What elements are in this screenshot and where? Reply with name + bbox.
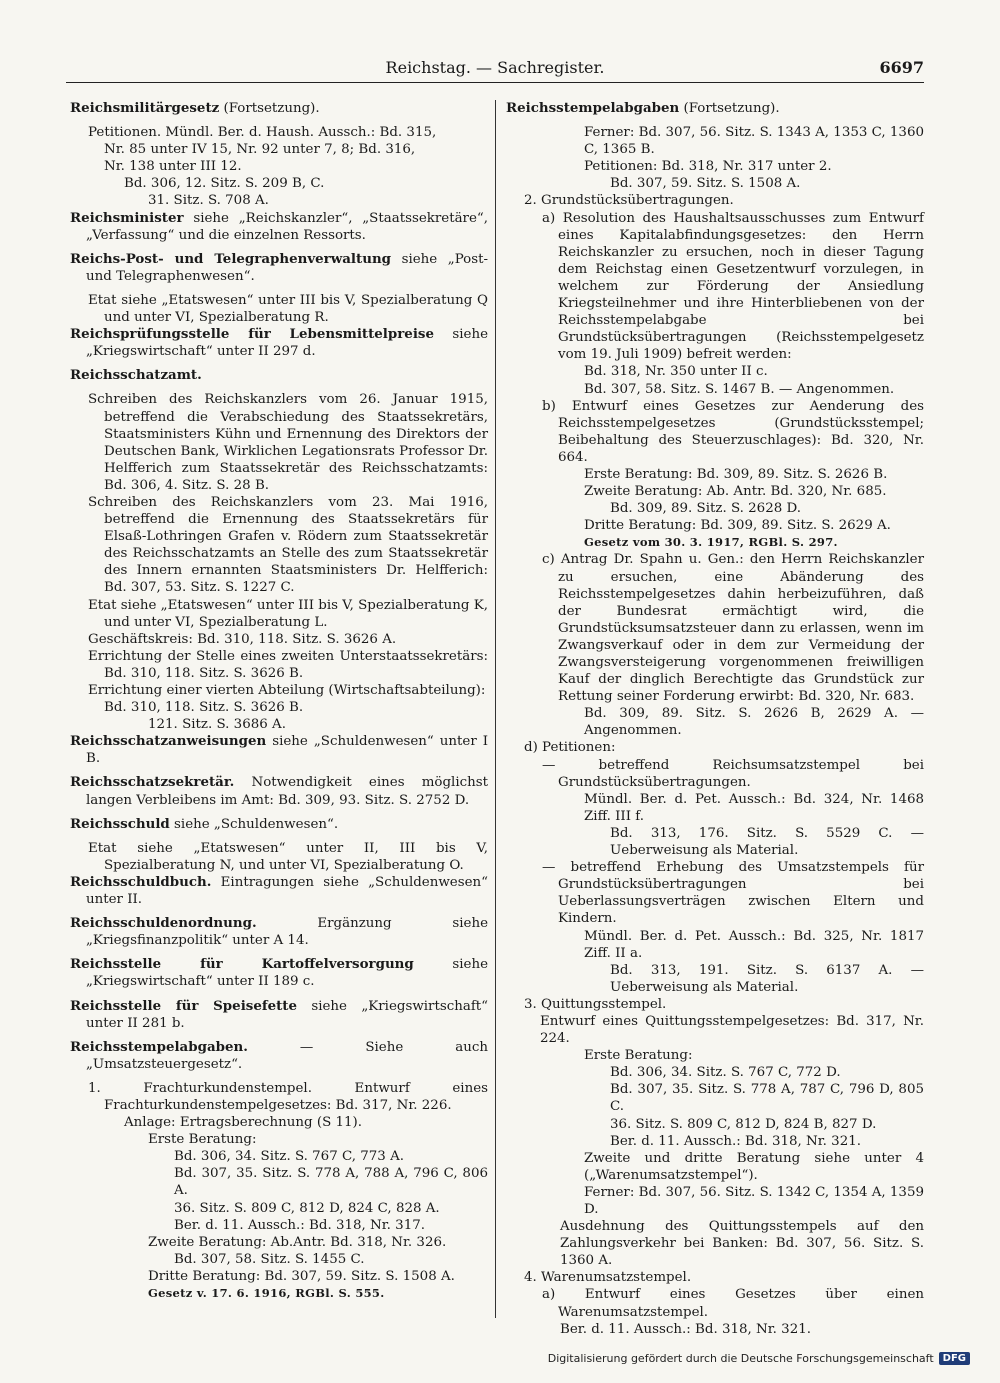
entry-lemma: Reichsminister — [70, 209, 184, 226]
index-entry — [70, 956, 488, 990]
index-subline: a) Resolution des Haushaltsausschusses zum Entwurf eines Kapitalabfindungsgesetzes: den Herrn Reichskanzler zu ersuchen, noch in dieser Tagung dem Reichstag einen Gesetzentwurf vorzulegen, in welchem zur Förderung der Ansiedlung Kriegsteilnehmer und ihre Hinterbliebenen von der Reichsstempelabgabe bei Grundstücksübertragungen (Reichsstempelgesetz vom 19. Juli 1909) befreit werden: — [542, 210, 924, 363]
right-column — [506, 100, 924, 1338]
index-subline: — betreffend Erhebung des Umsatzstempels für Grundstücksübertragungen bei Ueberlassungsverträgen zwischen Eltern und Kindern. — [542, 860, 924, 927]
index-subline: 2. Grundstücksübertragungen. — [524, 193, 734, 209]
entry-lemma: Reichsstelle für Kartoffelversorgung — [70, 956, 414, 973]
index-subline: — betreffend Reichsumsatzstempel bei Grundstücksübertragungen. — [542, 757, 924, 790]
index-subline: Bd. 307, 58. Sitz. S. 1455 C. — [174, 1251, 365, 1267]
index-subline: Erste Beratung: Bd. 309, 89. Sitz. S. 2626 B. — [584, 466, 888, 482]
entry-text: siehe „Post- und Telegraphenwesen“. — [86, 251, 489, 284]
entry-lemma: Reichsprüfungsstelle für Lebensmittelpreise — [70, 326, 434, 343]
index-subline: a) Entwurf eines Gesetzes über einen Warenumsatzstempel. — [542, 1287, 924, 1320]
index-entry — [70, 874, 488, 908]
index-subline: Etat siehe „Etatswesen“ unter III bis V, Spezialberatung Q und unter VI, Spezialberatung R. — [88, 292, 488, 326]
index-entry — [70, 251, 488, 285]
entry-text: Ergänzung siehe „Kriegsfinanzpolitik“ unter A 14. — [86, 916, 488, 949]
entry-text: siehe „Schuldenwesen“. — [169, 816, 339, 832]
index-subline: c) Antrag Dr. Spahn u. Gen.: den Herrn Reichskanzler zu ersuchen, eine Abänderung des Reichsstempelgesetzes dahin herbeizuführen, daß der Bundesrat ermächtigt wird, die Grundstücksumsatzsteuer dann zu erlassen, wenn im Zwangsverkauf oder in dem zur Vermeidung der Zwangsversteigerung vorgenommenen freiwilligen Kauf der dinglich Berechtigte das Grundstück zur Rettung seiner Forderung erwirbt: Bd. 320, Nr. 683. — [542, 552, 924, 705]
index-subline: Ber. d. 11. Aussch.: Bd. 318, Nr. 317. — [174, 1217, 426, 1233]
index-subline: Etat siehe „Etatswesen“ unter II, III bis V, Spezialberatung N, und unter VI, Spezialberatung O. — [88, 840, 488, 873]
footer-credit — [548, 1352, 970, 1365]
index-subline: Schreiben des Reichskanzlers vom 23. Mai 1916, betreffend die Ernennung des Staatssekretärs für Elsaß-Lothringen Grafen v. Rödern zum Staatssekretär des Reichsschatzamts an Stelle des zum Staatssekretär des Innern ernannten Staatsministers Dr. Helfferich: Bd. 307, 53. Sitz. S. 1227 C. — [88, 494, 488, 596]
index-subline: Ber. d. 11. Aussch.: Bd. 318, Nr. 321. — [560, 1321, 812, 1337]
entry-lemma: Reichsschuldbuch. — [70, 873, 212, 890]
index-subline: d) Petitionen: — [524, 740, 616, 756]
index-entry — [70, 326, 488, 360]
entry-lemma: Reichsschatzamt. — [70, 367, 202, 384]
index-subline: Nr. 138 unter III 12. — [104, 159, 242, 175]
index-entry — [70, 816, 488, 833]
index-entry — [70, 774, 488, 808]
entry-text: Eintragungen siehe „Schuldenwesen“ unter II. — [86, 874, 488, 908]
index-subline: Errichtung der Stelle eines zweiten Unterstaatssekretärs: Bd. 310, 118. Sitz. S. 3626 B. — [88, 648, 488, 681]
index-subline: Petitionen. Mündl. Ber. d. Haush. Aussch.: Bd. 315, — [88, 125, 437, 141]
index-subline: Ferner: Bd. 307, 56. Sitz. S. 1343 A, 1353 C, 1360 C, 1365 B. — [584, 125, 924, 158]
entry-lemma: Reichs-Post- und Telegraphenverwaltung — [70, 250, 392, 267]
index-subline: Bd. 307, 35. Sitz. S. 778 A, 788 A, 796 C, 806 A. — [174, 1166, 488, 1199]
entry-lemma: Reichsstempelabgaben — [506, 100, 680, 116]
entry-text: Notwendigkeit eines möglichst langen Verbleibens im Amt: Bd. 309, 93. Sitz. S. 2752 D. — [86, 775, 488, 808]
index-subline: Zweite Beratung: Ab.Antr. Bd. 318, Nr. 326. — [148, 1234, 447, 1250]
index-subline: 36. Sitz. S. 809 C, 812 D, 824 B, 827 D. — [610, 1116, 877, 1132]
column-divider — [495, 100, 496, 1318]
entry-text: siehe „Kriegswirtschaft“ unter II 189 c. — [86, 957, 489, 990]
index-subline: 121. Sitz. S. 3686 A. — [148, 717, 286, 733]
index-entry — [70, 1039, 488, 1073]
index-subline: Erste Beratung: — [148, 1132, 257, 1148]
index-subline: Bd. 307, 58. Sitz. S. 1467 B. — Angenommen. — [584, 381, 895, 397]
index-subline: Bd. 306, 12. Sitz. S. 209 B, C. — [124, 176, 325, 192]
index-subline: Bd. 313, 191. Sitz. S. 6137 A. — Ueberweisung als Material. — [610, 962, 924, 995]
index-subline: 36. Sitz. S. 809 C, 812 D, 824 C, 828 A. — [174, 1200, 440, 1216]
index-subline: Errichtung einer vierten Abteilung (Wirtschaftsabteilung): — [88, 683, 486, 698]
index-subline: Schreiben des Reichskanzlers vom 26. Januar 1915, betreffend die Verabschiedung des Staatssekretärs, Staatsministers Kühn und Ernennung des Direktors der Deutschen Bank, Wirklichen Legationsrats Professor Dr. Helfferich zum Staatssekretär des Reichsschatzamts: Bd. 306, 4. Sitz. S. 28 B. — [88, 392, 488, 493]
entry-text: siehe „Kriegswirtschaft“ unter II 297 d. — [86, 327, 488, 360]
index-subline: Bd. 318, Nr. 350 unter II c. — [584, 364, 768, 380]
index-subline: Petitionen: Bd. 318, Nr. 317 unter 2. — [584, 159, 832, 175]
index-entry — [506, 100, 924, 117]
index-entry — [70, 367, 488, 384]
index-subline: Bd. 313, 176. Sitz. S. 5529 C. — Ueberweisung als Material. — [610, 825, 924, 859]
entry-text: siehe „Kriegswirtschaft“ unter II 281 b. — [86, 998, 489, 1031]
index-subline: Bd. 307, 59. Sitz. S. 1508 A. — [610, 176, 801, 192]
footer-text: Digitalisierung gefördert durch die Deutsche Forschungsgemeinschaft — [547, 1352, 934, 1365]
index-entry — [70, 998, 488, 1032]
index-subline: Bd. 309, 89. Sitz. S. 2626 B, 2629 A. — Angenommen. — [584, 706, 924, 739]
index-entry — [70, 915, 488, 949]
page-number: 6697 — [879, 58, 924, 77]
running-title: Reichstag. — Sachregister. — [385, 58, 605, 77]
law-citation: Gesetz v. 17. 6. 1916, RGBl. S. 555. — [148, 1286, 385, 1300]
index-subline: Zweite und dritte Beratung siehe unter 4 („Warenumsatzstempel“). — [584, 1150, 924, 1183]
index-subline: Geschäftskreis: Bd. 310, 118. Sitz. S. 3626 A. — [88, 631, 397, 647]
index-subline: b) Entwurf eines Gesetzes zur Aenderung des Reichsstempelgesetzes (Grundstücksstempel; Beibehaltung des Steuerzuschlages): Bd. 320, Nr. 664. — [542, 398, 924, 465]
index-subline: Bd. 307, 35. Sitz. S. 778 A, 787 C, 796 D, 805 C. — [610, 1082, 924, 1115]
index-subline: Anlage: Ertragsberechnung (S 11). — [124, 1115, 363, 1131]
entry-lemma: Reichsstempelabgaben. — [70, 1038, 248, 1055]
index-subline: Erste Beratung: — [584, 1048, 693, 1064]
index-subline: Nr. 85 unter IV 15, Nr. 92 unter 7, 8; Bd. 316, — [104, 142, 416, 158]
index-subline: Bd. 306, 34. Sitz. S. 767 C, 772 D. — [610, 1065, 841, 1081]
law-citation: Gesetz vom 30. 3. 1917, RGBl. S. 297. — [584, 535, 838, 550]
running-header — [66, 58, 924, 80]
index-subline: Mündl. Ber. d. Pet. Aussch.: Bd. 324, Nr. 1468 Ziff. III f. — [584, 791, 924, 824]
index-subline: Etat siehe „Etatswesen“ unter III bis V, Spezialberatung K, und unter VI, Spezialberatung L. — [88, 597, 488, 630]
index-entry — [70, 100, 488, 117]
index-subline: 3. Quittungsstempel. — [524, 996, 667, 1012]
entry-lemma: Reichsschatzanweisungen — [70, 733, 267, 750]
index-subline: 1. Frachturkundenstempel. Entwurf eines Frachturkundenstempelgesetzes: Bd. 317, Nr. 226. — [88, 1080, 488, 1113]
entry-lemma: Reichsmilitärgesetz — [70, 100, 220, 116]
entry-lemma: Reichsstelle für Speisefette — [70, 997, 298, 1014]
index-subline: Ber. d. 11. Aussch.: Bd. 318, Nr. 321. — [610, 1133, 862, 1149]
index-subline: Bd. 306, 34. Sitz. S. 767 C, 773 A. — [174, 1149, 405, 1165]
index-subline: Bd. 310, 118. Sitz. S. 3626 B. — [104, 700, 304, 716]
index-subline: Bd. 309, 89. Sitz. S. 2628 D. — [610, 501, 802, 517]
index-subline: 31. Sitz. S. 708 A. — [148, 193, 269, 209]
index-subline: Dritte Beratung: Bd. 309, 89. Sitz. S. 2629 A. — [584, 518, 891, 534]
index-subline: 4. Warenumsatzstempel. — [524, 1270, 692, 1286]
entry-text: (Fortsetzung). — [679, 101, 780, 116]
header-rule — [66, 82, 924, 83]
index-subline: Dritte Beratung: Bd. 307, 59. Sitz. S. 1508 A. — [148, 1268, 455, 1284]
index-entry — [70, 210, 488, 244]
dfg-logo: DFG — [939, 1352, 970, 1365]
index-subline: Zweite Beratung: Ab. Antr. Bd. 320, Nr. 685. — [584, 484, 887, 500]
index-subline: Entwurf eines Quittungsstempelgesetzes: Bd. 317, Nr. 224. — [540, 1013, 924, 1047]
entry-lemma: Reichsschuldenordnung. — [70, 915, 257, 932]
index-entry — [70, 733, 488, 767]
left-column — [70, 100, 488, 1302]
index-subline: Ausdehnung des Quittungsstempels auf den Zahlungsverkehr bei Banken: Bd. 307, 56. Sitz. S. 1360 A. — [560, 1219, 924, 1269]
entry-lemma: Reichsschatzsekretär. — [70, 774, 235, 791]
index-subline: Mündl. Ber. d. Pet. Aussch.: Bd. 325, Nr. 1817 Ziff. II a. — [584, 928, 924, 961]
entry-text: siehe „Reichskanzler“, „Staatssekretäre“, „Verfassung“ und die einzelnen Ressorts. — [86, 210, 488, 243]
entry-text: — Siehe auch „Umsatzsteuergesetz“. — [86, 1039, 488, 1072]
entry-text: (Fortsetzung). — [219, 101, 320, 116]
index-subline: Ferner: Bd. 307, 56. Sitz. S. 1342 C, 1354 A, 1359 D. — [584, 1184, 924, 1217]
entry-lemma: Reichsschuld — [70, 815, 170, 832]
entry-text: siehe „Schuldenwesen“ unter I B. — [86, 734, 488, 767]
